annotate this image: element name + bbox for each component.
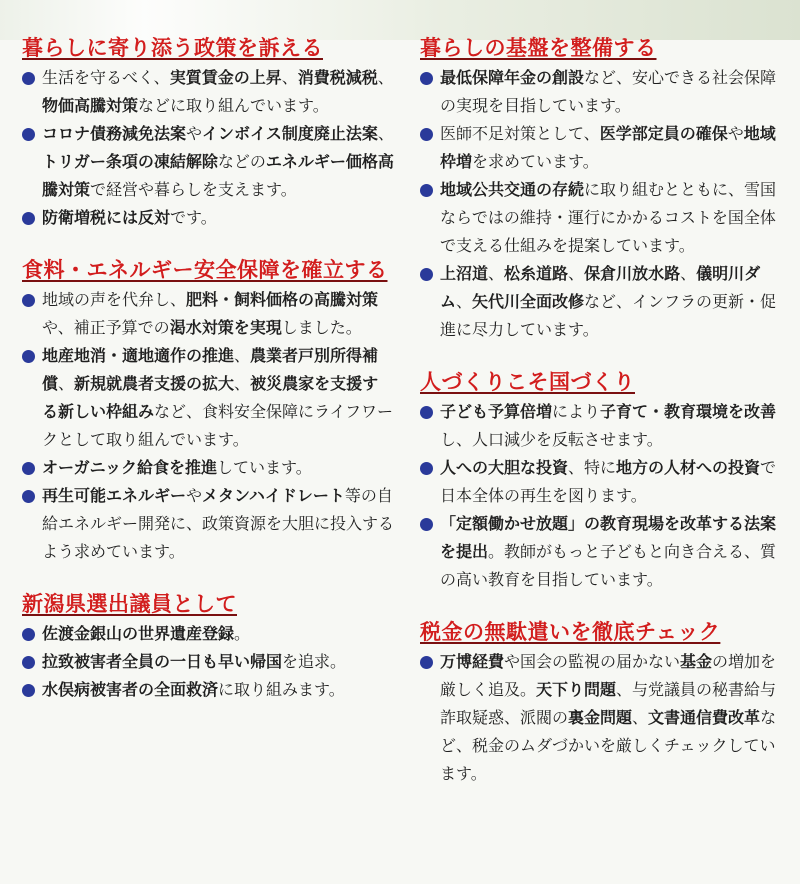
bullet-icon [22, 462, 35, 475]
list-item [22, 120, 394, 204]
list-item [22, 676, 394, 704]
body-text: の増加を厳しく追及。 [440, 652, 777, 699]
body-text: 、特に [568, 458, 617, 477]
emphasis-text: 防衛増税には反対 [42, 208, 171, 227]
list-item [22, 648, 394, 676]
body-text: など、税金のムダづかいを厳しくチェックしています。 [440, 708, 777, 783]
body-text: 、 [456, 292, 473, 311]
emphasis-text: 被災農家を支援する新しい枠組み [42, 374, 379, 421]
body-text: 医師不足対策として、 [440, 124, 600, 143]
body-text: 、 [58, 374, 75, 393]
emphasis-text: 儀明川ダム [440, 264, 761, 311]
bullet-icon [22, 628, 35, 641]
bullet-icon [420, 268, 433, 281]
body-text: 地域の声を代弁し、 [42, 290, 187, 309]
bullet-icon [420, 518, 433, 531]
list-item [420, 176, 786, 260]
emphasis-text: 消費税減税 [297, 68, 378, 87]
emphasis-text: 肥料・飼料価格の高騰対策 [186, 290, 379, 309]
section-heading: 人づくりこそ国づくり [420, 370, 635, 394]
section-heading: 新潟県選出議員として [22, 592, 237, 616]
body-text: し、人口減少を反転させます。 [440, 430, 663, 449]
right-column [420, 34, 786, 812]
emphasis-text: 農業者戸別所得補償 [42, 346, 379, 393]
bullet-icon [420, 72, 433, 85]
section-zeikin [420, 618, 786, 788]
section-kurashi-seisaku [22, 34, 394, 232]
emphasis-text: 文書通信費改革 [648, 708, 761, 727]
bullet-icon [22, 72, 35, 85]
body-text: 、 [234, 374, 251, 393]
body-text: 、 [488, 264, 505, 283]
section-shokuryo-energy [22, 256, 394, 566]
body-text: 、 [377, 68, 394, 87]
body-text: を求めています。 [472, 152, 599, 171]
emphasis-text: 地域枠増 [440, 124, 776, 171]
body-text: などの [217, 152, 266, 171]
list-item [420, 398, 786, 454]
list-item [420, 510, 786, 594]
emphasis-text: 渇水対策を実現 [169, 318, 282, 337]
body-text: です。 [170, 208, 217, 227]
body-text: や [186, 486, 203, 505]
body-text: など、インフラの更新・促進に尽力しています。 [440, 292, 777, 339]
list-item [420, 120, 786, 176]
list-item [420, 454, 786, 510]
section-hitozukuri [420, 368, 786, 594]
bullet-icon [420, 406, 433, 419]
emphasis-text: 地域公共交通の存続 [440, 180, 585, 199]
emphasis-text: 天下り問題 [536, 680, 617, 699]
list-item [22, 482, 394, 566]
list-item [22, 620, 394, 648]
emphasis-text: トリガー条項の凍結解除 [42, 152, 218, 171]
body-text: 。 [234, 624, 251, 643]
body-text: 、 [680, 264, 697, 283]
body-text: しています。 [217, 458, 312, 477]
bullet-icon [22, 656, 35, 669]
emphasis-text: コロナ債務減免法案 [42, 124, 187, 143]
emphasis-text: 裏金問題 [568, 708, 633, 727]
emphasis-text: エネルギー価格高騰対策 [42, 152, 394, 199]
body-text: に取り組むとともに、雪国ならではの維持・運行にかかるコストを国全体で支える仕組みを提案しています。 [440, 180, 777, 255]
emphasis-text: 矢代川全面改修 [472, 292, 585, 311]
emphasis-text: 保倉川放水路 [584, 264, 681, 283]
emphasis-text: 地方の人材への投資 [616, 458, 761, 477]
list-item [420, 260, 786, 344]
left-column [22, 34, 394, 728]
bullet-icon [22, 684, 35, 697]
bullet-icon [22, 128, 35, 141]
bullet-icon [22, 212, 35, 225]
body-text: 生活を守るべく、 [42, 68, 170, 87]
body-text: 。教師がもっと子どもと向き合える、質の高い教育を目指しています。 [440, 542, 777, 589]
body-text: や、補正予算での [42, 318, 170, 337]
emphasis-text: メタンハイドレート [202, 486, 345, 505]
body-text: 、 [377, 124, 394, 143]
emphasis-text: 人への大胆な投資 [440, 458, 569, 477]
emphasis-text: 子育て・教育環境を改善 [600, 402, 777, 421]
bullet-icon [420, 128, 433, 141]
body-text: を追求。 [282, 652, 347, 671]
bullet-icon [22, 490, 35, 503]
body-text: などに取り組んでいます。 [138, 96, 329, 115]
list-item [22, 342, 394, 454]
emphasis-text: 万博経費 [440, 652, 505, 671]
emphasis-text: 水俣病被害者の全面救済 [42, 680, 219, 699]
body-text: など、食料安全保障にライフワークとして取り組んでいます。 [42, 402, 394, 449]
list-item [420, 648, 786, 788]
section-heading: 食料・エネルギー安全保障を確立する [22, 258, 388, 282]
body-text: や国会の監視の届かない [504, 652, 681, 671]
emphasis-text: 最低保障年金の創設 [440, 68, 585, 87]
section-kurashi-kiban [420, 34, 786, 344]
body-text: 、 [568, 264, 585, 283]
body-text: しました。 [281, 318, 362, 337]
emphasis-text: 子ども予算倍増 [440, 402, 553, 421]
body-text: で日本全体の再生を図ります。 [440, 458, 777, 505]
list-item [22, 454, 394, 482]
body-text: 、 [234, 346, 251, 365]
emphasis-text: 実質賃金の上昇 [169, 68, 282, 87]
emphasis-text: 新規就農者支援の拡大 [74, 374, 235, 393]
emphasis-text: 上沼道 [440, 264, 489, 283]
emphasis-text: 再生可能エネルギー [42, 486, 187, 505]
bullet-icon [22, 350, 35, 363]
bullet-icon [420, 462, 433, 475]
body-text: 、 [632, 708, 649, 727]
emphasis-text: 佐渡金銀山の世界遺産登録 [42, 624, 235, 643]
body-text: 等の自給エネルギー開発に、政策資源を大胆に投入するよう求めています。 [42, 486, 395, 561]
emphasis-text: 「定額働かせ放題」の教育現場を改革する法案を提出 [440, 514, 777, 561]
bullet-icon [22, 294, 35, 307]
emphasis-text: 松糸道路 [504, 264, 569, 283]
bullet-icon [420, 184, 433, 197]
section-heading: 暮らしの基盤を整備する [420, 36, 657, 60]
emphasis-text: 医学部定員の確保 [599, 124, 728, 143]
bullet-icon [420, 656, 433, 669]
list-item [22, 64, 394, 120]
list-item [22, 204, 394, 232]
emphasis-text: 物価高騰対策 [42, 96, 139, 115]
section-niigata [22, 590, 394, 704]
emphasis-text: 基金 [680, 652, 713, 671]
body-text: や [727, 124, 744, 143]
section-heading: 税金の無駄遣いを徹底チェック [420, 620, 721, 644]
body-text: で経営や暮らしを支えます。 [90, 180, 297, 199]
body-text: など、安心できる社会保障の実現を目指しています。 [440, 68, 777, 115]
body-text: 、与党議員の秘書給与詐取疑惑、派閥の [440, 680, 777, 727]
list-item [22, 286, 394, 342]
body-text: や [186, 124, 203, 143]
body-text: 、 [281, 68, 298, 87]
body-text: に取り組みます。 [218, 680, 345, 699]
section-heading: 暮らしに寄り添う政策を訴える [22, 36, 323, 60]
body-text: により [552, 402, 601, 421]
emphasis-text: 拉致被害者全員の一日も早い帰国 [42, 652, 283, 671]
emphasis-text: 地産地消・適地適作の推進 [42, 346, 235, 365]
emphasis-text: オーガニック給食を推進 [42, 458, 218, 477]
list-item [420, 64, 786, 120]
emphasis-text: インボイス制度廃止法案 [202, 124, 378, 143]
